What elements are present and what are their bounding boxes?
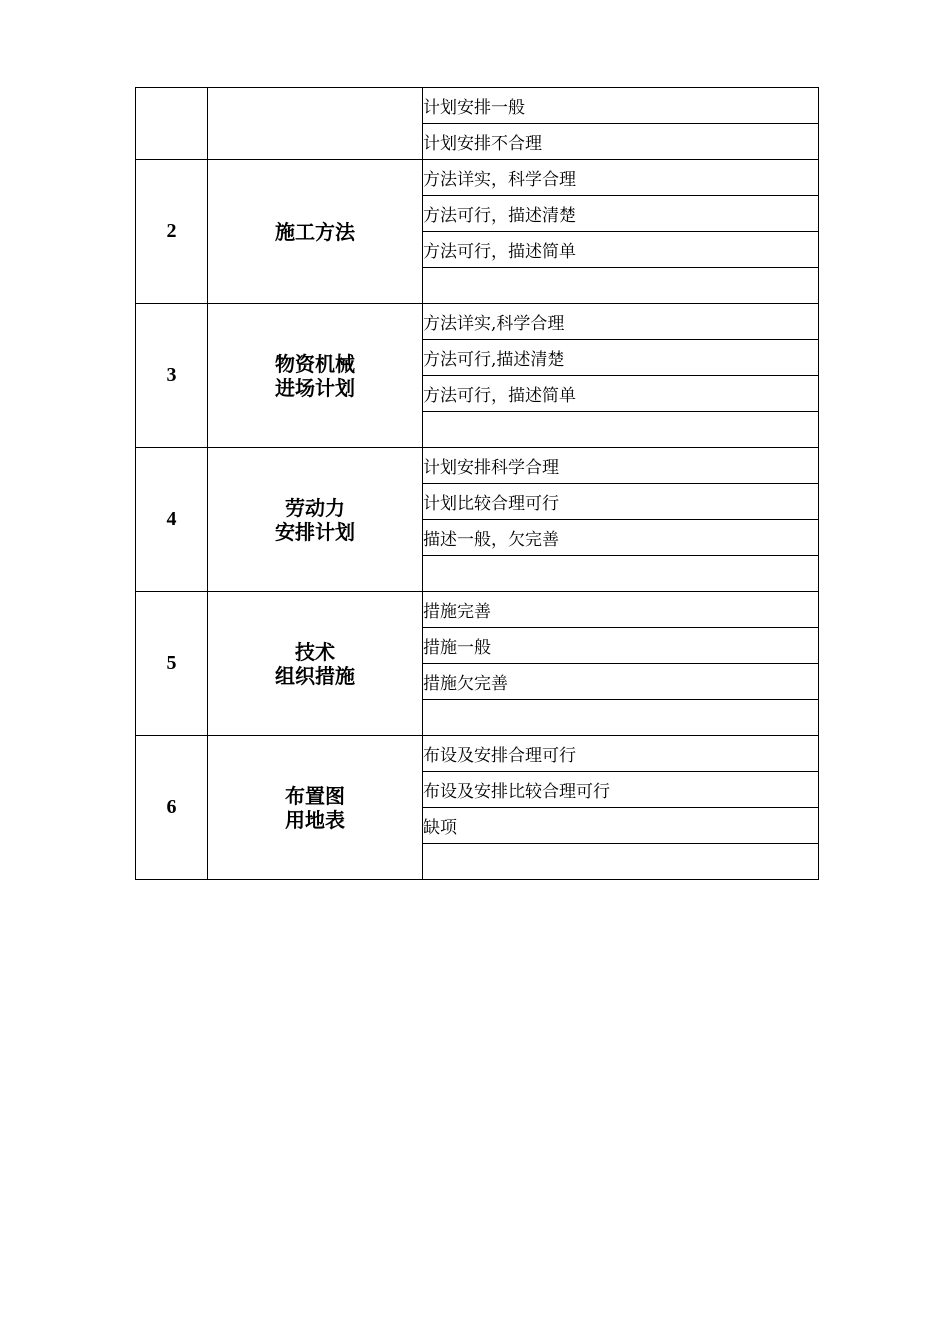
criterion-cell: 方法可行，描述简单 [423,376,819,412]
criterion-cell: 方法详实,科学合理 [423,304,819,340]
section-item-label: 劳动力 [285,495,345,520]
criterion-cell: 措施完善 [423,592,819,628]
table-row [136,736,819,772]
evaluation-table-body [136,88,819,880]
section-item-label: 用地表 [285,807,345,832]
section-item-cell [208,592,423,736]
section-item-label: 物资机械 [275,351,355,376]
section-number-cell: 2 [136,160,208,304]
criterion-cell: 计划安排一般 [423,88,819,124]
section-item-label: 施工方法 [275,219,355,244]
section-item-cell [208,160,423,304]
table-row [136,160,819,196]
table-row [136,88,819,124]
criterion-cell: 方法详实，科学合理 [423,160,819,196]
section-number-cell: 3 [136,304,208,448]
criterion-cell: 描述一般，欠完善 [423,520,819,556]
section-number-cell: 6 [136,736,208,880]
section-number-cell: 4 [136,448,208,592]
criterion-cell-empty [423,700,819,736]
section-item-label: 布置图 [285,783,345,808]
section-item-label: 组织措施 [275,663,355,688]
criterion-cell: 方法可行，描述简单 [423,232,819,268]
section-item-label: 技术 [295,639,335,664]
section-item-cell [208,304,423,448]
table-row [136,592,819,628]
criterion-cell: 计划安排科学合理 [423,448,819,484]
table-row [136,304,819,340]
section-item-label: 安排计划 [275,519,355,544]
table-row [136,448,819,484]
criterion-cell-empty [423,412,819,448]
criterion-cell: 布设及安排合理可行 [423,736,819,772]
criterion-cell: 计划安排不合理 [423,124,819,160]
criterion-cell: 方法可行,描述清楚 [423,340,819,376]
criterion-cell-empty [423,556,819,592]
section-number-cell: 5 [136,592,208,736]
criterion-cell: 措施一般 [423,628,819,664]
criterion-cell: 布设及安排比较合理可行 [423,772,819,808]
section-item-cell [208,88,423,160]
section-item-cell [208,736,423,880]
criterion-cell-empty [423,844,819,880]
evaluation-table [135,87,819,880]
criterion-cell: 缺项 [423,808,819,844]
section-item-label: 进场计划 [275,375,355,400]
criterion-cell: 方法可行，描述清楚 [423,196,819,232]
criterion-cell: 措施欠完善 [423,664,819,700]
criterion-cell: 计划比较合理可行 [423,484,819,520]
criterion-cell-empty [423,268,819,304]
section-number-cell [136,88,208,160]
section-item-cell [208,448,423,592]
